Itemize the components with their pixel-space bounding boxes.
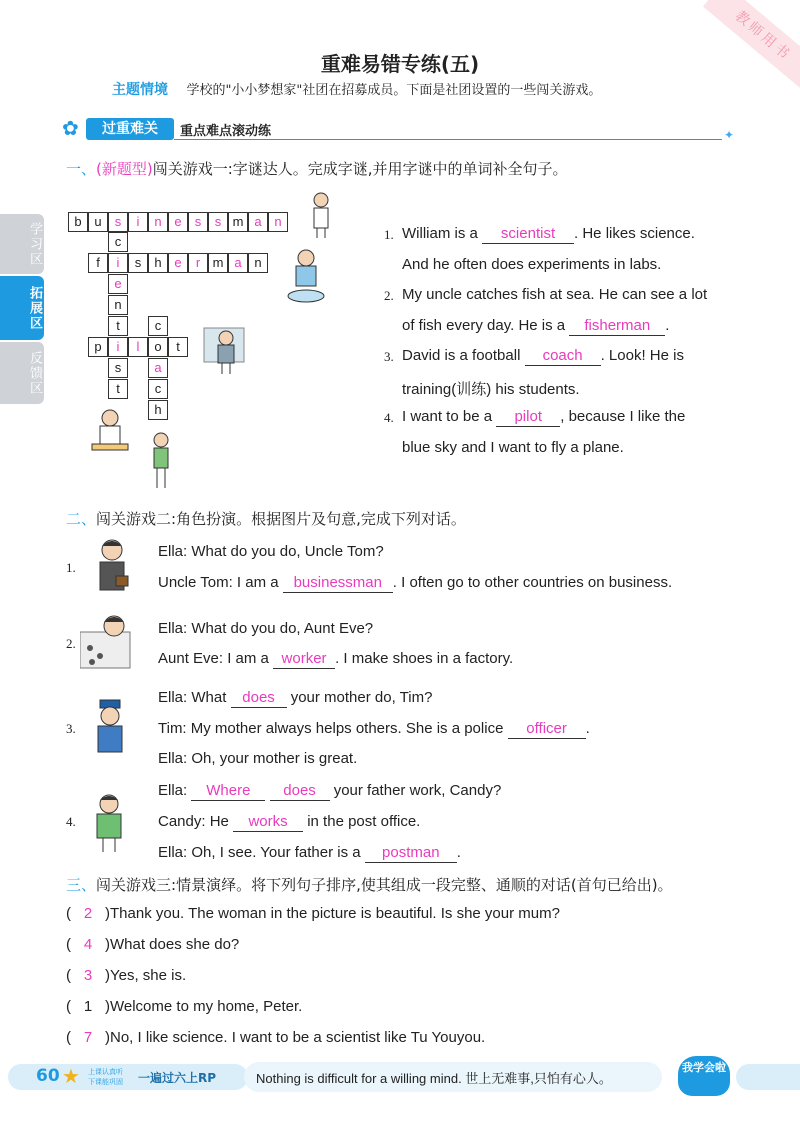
cell: s <box>128 253 148 273</box>
lab-scientist-illustration <box>90 406 130 458</box>
s1-item4-line2: blue sky and I want to fly a plane. <box>402 439 624 456</box>
footer-motto: Nothing is difficult for a willing mind. 世上无难事,只怕有心人。 <box>256 1071 612 1086</box>
banner-end-icon: ✦ <box>723 128 734 142</box>
intro-row <box>112 79 601 99</box>
order-item: ( 2 )Thank you. The woman in the picture is beautiful. Is she your mum? <box>66 905 560 922</box>
s1-item1-line1: William is a scientist . He likes science. <box>402 225 695 242</box>
banner-badge: 过重难关 <box>86 118 174 140</box>
cell: b <box>68 212 88 232</box>
dialog4-line3: Ella: Oh, I see. Your father is a postman . <box>158 844 461 861</box>
answer-blank[interactable]: pilot <box>496 408 560 427</box>
order-given: 1 <box>83 998 93 1015</box>
dialog-number: 2. <box>66 636 76 651</box>
postman-illustration <box>90 792 128 854</box>
page-number: 60 <box>36 1066 60 1086</box>
order-item: ( 4 )What does she do? <box>66 936 240 953</box>
answer-blank[interactable]: does <box>231 689 287 708</box>
s1-item4-line1: I want to be a pilot , because I like the <box>402 408 686 425</box>
order-answer[interactable]: 3 <box>83 967 93 984</box>
cell: e <box>108 274 128 294</box>
corner-stamp: 教师用书 <box>703 0 800 90</box>
banner-star-icon: ✿ <box>62 116 79 140</box>
section1-title: 一、(新题型)闯关游戏一:字谜达人。完成字谜,并用字谜中的单词补全句子。 <box>66 160 568 178</box>
section3-title: 三、闯关游戏三:情景演绎。将下列句子排序,使其组成一段完整、通顺的对话(首句已给出)。 <box>66 876 673 894</box>
dialog-number: 4. <box>66 814 76 829</box>
side-tab-feedback[interactable]: 反馈区 <box>0 342 44 404</box>
cell: h <box>148 400 168 420</box>
answer-blank[interactable]: works <box>233 813 303 832</box>
cell: e <box>168 212 188 232</box>
cell: u <box>88 212 108 232</box>
order-item: ( 1 )Welcome to my home, Peter. <box>66 998 303 1015</box>
answer-blank[interactable]: does <box>270 782 330 801</box>
order-answer[interactable]: 7 <box>83 1029 93 1046</box>
cell: r <box>188 253 208 273</box>
fisherman-illustration <box>284 246 330 304</box>
police-officer-illustration <box>92 698 128 756</box>
item-number: 2. <box>384 288 394 303</box>
cell: n <box>148 212 168 232</box>
item-number: 4. <box>384 410 394 425</box>
dialog-number: 3. <box>66 721 76 736</box>
learned-badge: 我学会啦 <box>678 1056 730 1096</box>
dialog3-line3: Ella: Oh, your mother is great. <box>158 750 358 767</box>
cell: n <box>268 212 288 232</box>
uncle-tom-illustration <box>92 536 132 596</box>
cell: n <box>248 253 268 273</box>
pilot-illustration <box>202 322 246 376</box>
side-tab-expand[interactable]: 拓展区 <box>0 276 44 340</box>
answer-blank[interactable]: fisherman <box>569 317 665 336</box>
cell: t <box>168 337 188 357</box>
answer-blank[interactable]: postman <box>365 844 457 863</box>
section-banner <box>62 116 736 142</box>
cell: l <box>128 337 148 357</box>
brand-small1: 上课认真听 <box>88 1068 123 1076</box>
cell: p <box>88 337 108 357</box>
s1-item1-line2: And he often does experiments in labs. <box>402 256 662 273</box>
side-tab-study[interactable]: 学习区 <box>0 214 44 274</box>
cell: c <box>108 232 128 252</box>
footer-bar <box>0 1056 800 1100</box>
dialog-number: 1. <box>66 560 76 575</box>
answer-blank[interactable]: coach <box>525 347 601 366</box>
cell: s <box>188 212 208 232</box>
order-answer[interactable]: 2 <box>83 905 93 922</box>
star-icon: ★ <box>62 1064 80 1088</box>
cell: i <box>128 212 148 232</box>
section1-tag: (新题型) <box>96 160 153 178</box>
cell: s <box>108 358 128 378</box>
item-number: 3. <box>384 349 394 364</box>
cell: a <box>148 358 168 378</box>
cell: s <box>208 212 228 232</box>
intro-label: 主题情境 <box>112 82 168 98</box>
brand-small2: 下课能巩固 <box>88 1078 123 1086</box>
answer-blank[interactable]: officer <box>508 720 586 739</box>
dialog3-line1: Ella: What does your mother do, Tim? <box>158 689 433 706</box>
cell: o <box>148 337 168 357</box>
cell: c <box>148 316 168 336</box>
dialog3-line2: Tim: My mother always helps others. She is a police officer . <box>158 720 590 737</box>
s1-item3-line2: training(训练) his students. <box>402 381 580 398</box>
answer-blank[interactable]: worker <box>273 650 335 669</box>
s1-item2-line1: My uncle catches fish at sea. He can see a lot <box>402 286 708 303</box>
dialog1-line1: Ella: What do you do, Uncle Tom? <box>158 543 384 560</box>
cell: f <box>88 253 108 273</box>
cell: s <box>108 212 128 232</box>
cell: a <box>248 212 268 232</box>
cell: i <box>108 253 128 273</box>
answer-blank[interactable]: scientist <box>482 225 574 244</box>
cell: m <box>208 253 228 273</box>
order-answer[interactable]: 4 <box>83 936 93 953</box>
cell: n <box>108 295 128 315</box>
cell: t <box>108 316 128 336</box>
cell: t <box>108 379 128 399</box>
intro-text: 学校的"小小梦想家"社团在招募成员。下面是社团设置的一些闯关游戏。 <box>186 83 602 98</box>
s1-item2-line2: of fish every day. He is a fisherman . <box>402 317 670 334</box>
banner-rule <box>174 139 722 140</box>
cell: m <box>228 212 248 232</box>
dialog2-line1: Ella: What do you do, Aunt Eve? <box>158 620 374 637</box>
s1-item3-line1: David is a football coach . Look! He is <box>402 347 684 364</box>
cell: a <box>228 253 248 273</box>
coach-illustration <box>146 430 176 492</box>
answer-blank[interactable]: businessman <box>283 574 393 593</box>
dialog1-line2: Uncle Tom: I am a businessman . I often go to other countries on business. <box>158 574 673 591</box>
aunt-eve-illustration <box>80 612 132 670</box>
banner-subtitle: 重点难点滚动练 <box>180 124 272 139</box>
order-item: ( 3 )Yes, she is. <box>66 967 187 984</box>
dialog4-line1: Ella: Where does your father work, Candy? <box>158 782 502 799</box>
cell: e <box>168 253 188 273</box>
cell: h <box>148 253 168 273</box>
cell: i <box>108 337 128 357</box>
answer-blank[interactable]: Where <box>191 782 265 801</box>
cell: c <box>148 379 168 399</box>
page-title: 重难易错专练(五) <box>320 52 480 76</box>
footer-right-stripe <box>736 1064 800 1090</box>
item-number: 1. <box>384 227 394 242</box>
dialog2-line2: Aunt Eve: I am a worker . I make shoes in a factory. <box>158 650 514 667</box>
scientist-illustration <box>306 190 336 240</box>
dialog4-line2: Candy: He works in the post office. <box>158 813 421 830</box>
order-item: ( 7 )No, I like science. I want to be a scientist like Tu Youyou. <box>66 1029 486 1046</box>
book-name: 一遍过六上RP <box>138 1071 217 1085</box>
section2-title: 二、闯关游戏二:角色扮演。根据图片及句意,完成下列对话。 <box>66 510 466 528</box>
